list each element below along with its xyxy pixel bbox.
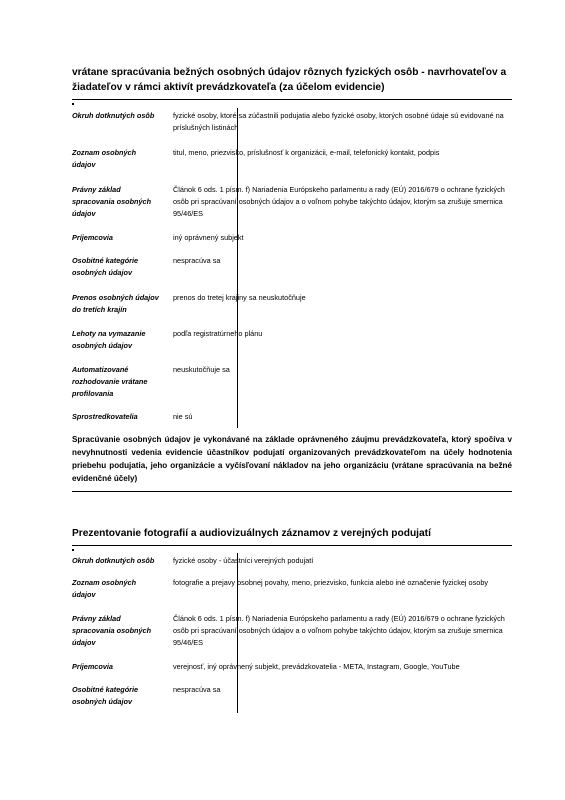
row-value: neuskutočňuje sa — [173, 365, 230, 374]
section-1-table — [72, 108, 512, 428]
row-value: Článok 6 ods. 1 písm. f) Nariadenia Európskeho parlamentu a rady (EÚ) 2016/679 o ochrane fyzických osôb pri spracúvaní osobných údajov a o voľnom pohybe takýchto údajov, ktorým sa zrušuje smernica 95/46/ES — [173, 185, 505, 218]
row-label: Príjemcovia — [72, 662, 113, 671]
row-value: fotografie a prejavy osobnej povahy, meno, priezvisko, funkcia alebo iné označenie fyzickej osoby — [173, 578, 489, 587]
row-value: podľa registratúrneho plánu — [173, 329, 263, 338]
row-value: verejnosť, iný oprávnený subjekt, prevádzkovatelia - META, Instagram, Google, YouTube — [173, 662, 460, 671]
row-label: Príjemcovia — [72, 233, 113, 242]
section-1-summary: Spracúvanie osobných údajov je vykonávané na základe oprávneného záujmu prevádzkovateľa, ktorý spočíva v nevyhnutnosti vedenia evidencie účastníkov podujatí organizovaných prevádzkovateľom na účely hodnotenia priebehu podujatia, jeho organizácie a vyčísľovaní nákladov na jeho organizáciu (vrátane spracúvania na bežné evidenčné účely) — [72, 435, 512, 483]
row-value: iný oprávnený subjekt — [173, 233, 244, 242]
row-value: titul, meno, priezvisko, príslušnosť k organizácii, e-mail, telefonický kontakt, podpis — [173, 148, 440, 157]
section-2-top-rule — [72, 545, 512, 546]
row-label: Sprostredkovatelia — [72, 412, 138, 421]
row-label: Zoznam osobných údajov — [72, 148, 137, 169]
row-label: Právny základ spracovania osobných údajov — [72, 614, 152, 647]
section-2-bullet-dot — [72, 549, 74, 551]
row-label: Prenos osobných údajov do tretích krajín — [72, 293, 159, 314]
row-value: nespracúva sa — [173, 256, 221, 265]
row-value: fyzické osoby, ktoré sa zúčastnili podujatia alebo fyzické osoby, ktorých osobné údaje sú evidované na príslušných listinách — [173, 111, 504, 132]
section-2-title: Prezentovanie fotografií a audiovizuálnych záznamov z verejných podujatí — [72, 528, 431, 539]
row-label: Zoznam osobných údajov — [72, 578, 137, 599]
row-label: Lehoty na vymazanie osobných údajov — [72, 329, 146, 350]
row-value: fyzické osoby - účastníci verejných podujatí — [173, 556, 314, 565]
section-1-bottom-rule — [72, 491, 512, 492]
row-value: nespracúva sa — [173, 685, 221, 694]
row-value: prenos do tretej krajiny sa neuskutočňuje — [173, 293, 306, 302]
row-label: Osobitné kategórie osobných údajov — [72, 685, 139, 706]
row-value: Článok 6 ods. 1 písm. f) Nariadenia Európskeho parlamentu a rady (EÚ) 2016/679 o ochrane fyzických osôb pri spracúvaní osobných údajov a o voľnom pohybe takýchto údajov, ktorým sa zrušuje smernica 95/46/ES — [173, 614, 505, 647]
section-2-table — [72, 553, 512, 713]
row-label: Osobitné kategórie osobných údajov — [72, 256, 139, 277]
row-label: Okruh dotknutých osôb — [72, 556, 155, 565]
section-1-top-rule — [72, 99, 512, 100]
section-1-title: vrátane spracúvania bežných osobných údajov rôznych fyzických osôb - navrhovateľov a žiadateľov v rámci aktivít prevádzkovateľa (za účelom evidencie) — [72, 67, 507, 93]
section-1-bullet-dot — [72, 103, 74, 105]
row-label: Okruh dotknutých osôb — [72, 111, 155, 120]
row-value: nie sú — [173, 412, 193, 421]
row-label: Právny základ spracovania osobných údajov — [72, 185, 152, 218]
row-label: Automatizované rozhodovanie vrátane profilovania — [72, 365, 148, 398]
